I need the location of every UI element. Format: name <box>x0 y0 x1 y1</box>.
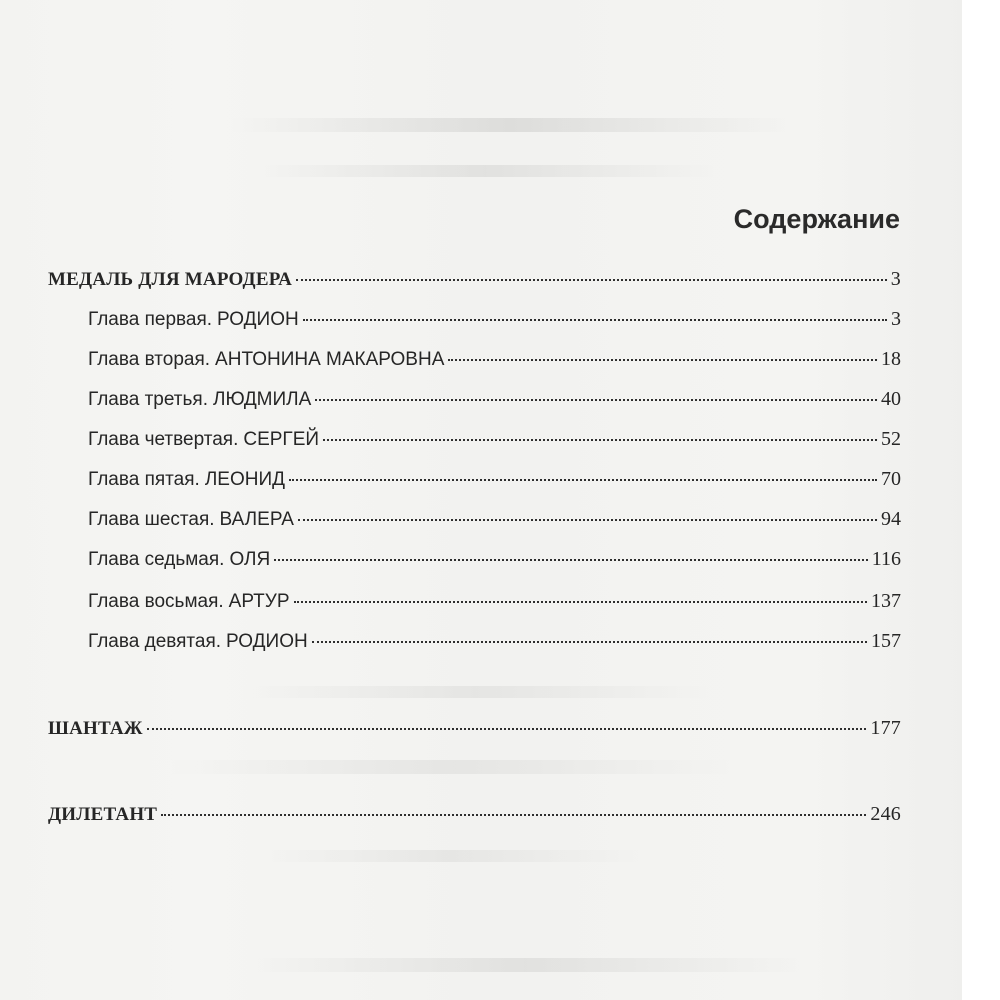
toc-chapter-entry <box>88 590 901 613</box>
page-number: 18 <box>881 348 901 370</box>
dot-leader <box>323 439 877 441</box>
toc-part-entry <box>48 268 901 291</box>
page-edge-margin <box>962 0 1000 1000</box>
dot-leader <box>161 814 866 816</box>
part-title: ШАНТАЖ <box>48 718 143 739</box>
chapter-number: Глава пятая. <box>88 469 200 490</box>
chapter-name: РОДИОН <box>217 309 299 330</box>
chapter-name: ОЛЯ <box>229 549 271 570</box>
dot-leader <box>298 519 877 521</box>
chapter-number: Глава вторая. <box>88 349 211 370</box>
dot-leader <box>147 728 867 730</box>
toc-part-entry <box>48 717 901 740</box>
page-number: 94 <box>881 508 901 530</box>
dot-leader <box>294 601 868 603</box>
chapter-number: Глава седьмая. <box>88 549 225 570</box>
toc-chapter-entry <box>88 508 901 531</box>
toc-chapter-entry <box>88 308 901 331</box>
dot-leader <box>296 279 887 281</box>
page-number: 70 <box>881 468 901 490</box>
chapter-number: Глава первая. <box>88 309 213 330</box>
page-number: 40 <box>881 388 901 410</box>
chapter-name: СЕРГЕЙ <box>243 429 320 450</box>
chapter-name: АРТУР <box>228 591 290 612</box>
toc-chapter-entry <box>88 468 901 491</box>
part-title: ДИЛЕТАНТ <box>48 804 158 825</box>
toc-part-entry <box>48 803 901 826</box>
page-number: 177 <box>870 717 901 739</box>
page-number: 157 <box>871 630 901 652</box>
dot-leader <box>274 559 868 561</box>
part-title: МЕДАЛЬ ДЛЯ МАРОДЕРА <box>48 269 292 290</box>
chapter-name: ЛЕОНИД <box>204 469 285 490</box>
toc-chapter-entry <box>88 548 901 571</box>
dot-leader <box>289 479 877 481</box>
page-number: 52 <box>881 428 901 450</box>
chapter-number: Глава четвертая. <box>88 429 239 450</box>
dot-leader <box>312 641 867 643</box>
toc-title: Содержание <box>733 204 900 234</box>
chapter-name: ЛЮДМИЛА <box>212 389 312 410</box>
page-number: 246 <box>870 803 901 825</box>
chapter-name: АНТОНИНА МАКАРОВНА <box>215 349 445 370</box>
chapter-number: Глава шестая. <box>88 509 215 530</box>
chapter-name: ВАЛЕРА <box>219 509 294 530</box>
toc-chapter-entry <box>88 428 901 451</box>
toc-chapter-entry <box>88 630 901 653</box>
chapter-number: Глава девятая. <box>88 631 222 652</box>
chapter-number: Глава третья. <box>88 389 208 410</box>
dot-leader <box>303 319 887 321</box>
dot-leader <box>315 399 877 401</box>
page-number: 116 <box>871 548 901 570</box>
page-number: 137 <box>871 590 901 612</box>
dot-leader <box>448 359 877 361</box>
toc-chapter-entry <box>88 348 901 371</box>
page-number: 3 <box>890 268 901 290</box>
chapter-number: Глава восьмая. <box>88 591 224 612</box>
toc-chapter-entry <box>88 388 901 411</box>
page-number: 3 <box>891 308 901 330</box>
chapter-name: РОДИОН <box>226 631 308 652</box>
